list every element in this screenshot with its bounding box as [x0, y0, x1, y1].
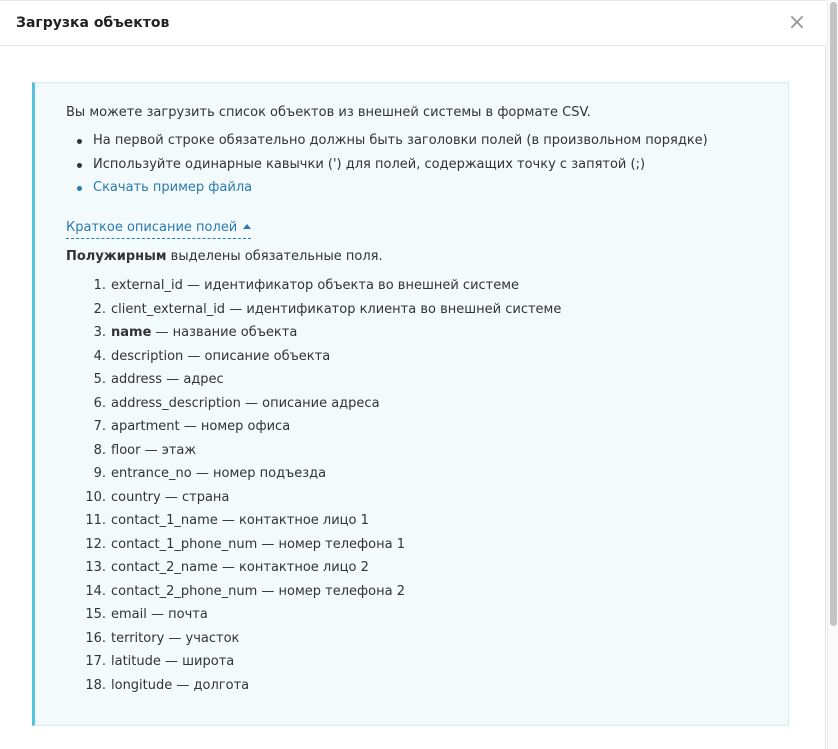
- field-number: 4.: [93, 348, 106, 364]
- field-description: — название объекта: [151, 325, 298, 340]
- field-item: [66, 489, 561, 513]
- field-number: 18.: [85, 677, 106, 693]
- field-number: 13.: [85, 560, 106, 575]
- field-number: 3.: [93, 325, 106, 340]
- field-item: [66, 512, 561, 536]
- field-description: — долгота: [172, 677, 250, 693]
- field-number: 14.: [85, 583, 106, 599]
- intro-text: Вы можете загрузить список объектов из внешней системы в формате CSV.: [66, 105, 591, 120]
- field-item: [66, 348, 561, 372]
- field-name: email: [111, 607, 147, 622]
- field-item: [66, 277, 561, 301]
- field-item: [66, 559, 561, 583]
- field-item: [66, 395, 561, 419]
- field-name: longitude: [111, 677, 173, 693]
- field-item: [66, 677, 561, 701]
- field-name: name: [111, 325, 152, 340]
- field-number: 1.: [93, 278, 106, 293]
- field-item: [66, 442, 561, 466]
- field-item: [66, 606, 561, 630]
- field-item: [66, 630, 561, 654]
- field-number: 15.: [85, 607, 106, 622]
- scrollbar-thumb[interactable]: [830, 2, 837, 626]
- instructions-list: [93, 132, 708, 203]
- field-name: contact_1_phone_num: [111, 536, 258, 552]
- field-description: — описание объекта: [183, 348, 331, 364]
- toggle-label: Краткое описание полей: [66, 220, 238, 235]
- field-item: [66, 418, 561, 442]
- field-description: — номер телефона 2: [257, 583, 405, 599]
- field-description: — номер офиса: [179, 419, 291, 434]
- field-item: [66, 465, 561, 489]
- field-name: latitude: [111, 654, 161, 669]
- download-sample-link[interactable]: Скачать пример файла: [93, 180, 253, 195]
- field-description: — описание адреса: [240, 395, 380, 411]
- required-fields-note: [66, 248, 383, 266]
- field-item: [66, 301, 561, 325]
- field-name: contact_2_phone_num: [111, 583, 258, 599]
- field-number: 5.: [93, 372, 106, 387]
- field-description: — этаж: [140, 442, 197, 458]
- field-name: floor: [111, 442, 141, 458]
- field-number: 12.: [85, 536, 106, 552]
- field-name: client_external_id: [111, 301, 226, 317]
- field-item: [66, 371, 561, 395]
- fields-description-toggle[interactable]: [66, 219, 251, 239]
- field-name: country: [111, 489, 161, 505]
- bold-note-rest: выделены обязательные поля.: [166, 249, 383, 264]
- modal-header: [0, 0, 826, 46]
- field-description: — номер подъезда: [191, 466, 327, 481]
- field-number: 16.: [85, 630, 106, 646]
- instruction-headers: На первой строке обязательно должны быть заголовки полей (в произвольном порядке): [93, 132, 708, 156]
- field-item: [66, 583, 561, 607]
- field-item: [66, 653, 561, 677]
- field-item: [66, 324, 561, 348]
- field-name: contact_1_name: [111, 513, 218, 528]
- field-name: apartment: [111, 419, 180, 434]
- field-description: — контактное лицо 2: [217, 560, 369, 575]
- download-sample-item: [93, 179, 708, 203]
- modal-title: Загрузка объектов: [16, 15, 170, 31]
- field-description: — номер телефона 1: [257, 536, 405, 552]
- field-number: 17.: [85, 654, 106, 669]
- close-icon[interactable]: ×: [787, 10, 807, 35]
- field-name: territory: [111, 630, 165, 646]
- field-description: — контактное лицо 1: [217, 513, 369, 528]
- fields-list: [66, 277, 561, 700]
- field-description: — идентификатор объекта во внешней системе: [182, 278, 520, 293]
- bold-note-strong: Полужирным: [66, 249, 167, 264]
- field-number: 8.: [93, 442, 106, 458]
- field-description: — страна: [160, 489, 230, 505]
- field-description: — участок: [164, 630, 240, 646]
- field-description: — адрес: [162, 372, 224, 387]
- field-name: address_description: [111, 395, 241, 411]
- field-number: 11.: [85, 513, 106, 528]
- scrollbar[interactable]: [827, 0, 838, 749]
- field-item: [66, 536, 561, 560]
- field-description: — широта: [160, 654, 235, 669]
- field-name: contact_2_name: [111, 560, 218, 575]
- info-box: [32, 82, 789, 726]
- field-number: 7.: [93, 419, 106, 434]
- field-name: address: [111, 372, 163, 387]
- field-description: — идентификатор клиента во внешней системе: [225, 301, 562, 317]
- field-number: 9.: [93, 466, 106, 481]
- field-name: external_id: [111, 278, 183, 293]
- field-name: description: [111, 348, 184, 364]
- instruction-quotes: Используйте одинарные кавычки (') для полей, содержащих точку с запятой (;): [93, 156, 708, 180]
- field-description: — почта: [146, 607, 208, 622]
- field-name: entrance_no: [111, 466, 192, 481]
- field-number: 2.: [93, 301, 106, 317]
- field-number: 10.: [85, 489, 106, 505]
- field-number: 6.: [93, 395, 106, 411]
- caret-up-icon: [243, 224, 251, 229]
